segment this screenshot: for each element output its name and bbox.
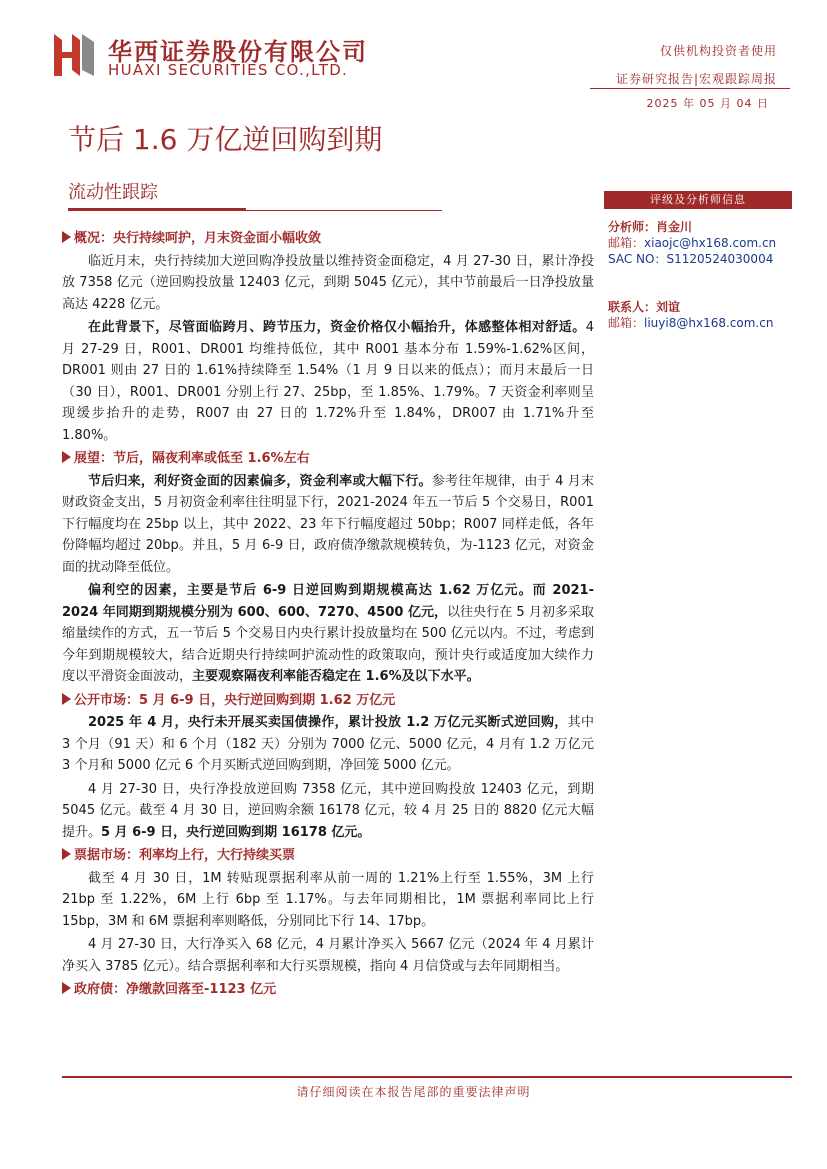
- triangle-bullet-icon: [62, 451, 71, 463]
- analyst-email-link[interactable]: xiaojc@hx168.com.cn: [644, 236, 777, 250]
- analyst-name: 肖金川: [656, 220, 693, 234]
- triangle-bullet-icon: [62, 982, 71, 994]
- analyst-row: [608, 218, 692, 235]
- triangle-bullet-icon: [62, 231, 71, 243]
- analyst-email-row: [608, 234, 776, 251]
- report-type: 证券研究报告|宏观跟踪周报: [615, 72, 777, 86]
- sac-number: S1120524030004: [666, 252, 774, 266]
- analyst-panel-header: 评级及分析师信息: [604, 191, 792, 209]
- section-heading-overview: 概况：央行持续呵护，月末资金面小幅收敛: [62, 228, 594, 250]
- contact-email-row: [608, 314, 773, 331]
- company-name-en: HUAXI SECURITIES CO.,LTD.: [108, 61, 349, 79]
- page-title: 节后 1.6 万亿逆回购到期: [68, 123, 383, 156]
- section-heading-bill-market: 票据市场：利率均上行，大行持续买票: [62, 845, 594, 867]
- report-body: [62, 226, 594, 1002]
- company-name-cn: 华西证券股份有限公司: [108, 37, 368, 66]
- paragraph: 4 月 27-30 日，央行净投放逆回购 7358 亿元，其中逆回购投放 12403 亿元，到期 5045 亿元。截至 4 月 30 日，逆回购余额 16178 亿元，较 4 月 25 日的 8820 亿元大幅提升。5 月 6-9 日，央行逆回购到期 16178 亿元。: [62, 781, 594, 840]
- header-divider: [590, 88, 790, 89]
- contact-label: 联系人：: [608, 300, 657, 314]
- paragraph: 4 月 27-30 日，大行净买入 68 亿元，4 月累计净买入 5667 亿元（2024 年 4 月累计净买入 3785 亿元）。结合票据利率和大行买票规模，指向 4 月信贷或与去年同期相当。: [62, 937, 594, 974]
- footer-divider: [62, 1076, 792, 1078]
- section-heading-open-market: 公开市场：5 月 6-9 日，央行逆回购到期 1.62 万亿元: [62, 690, 594, 712]
- company-logo-icon: [52, 30, 96, 78]
- sac-label: SAC NO：: [608, 252, 667, 266]
- section-heading-gov-bonds: 政府债：净缴款回落至-1123 亿元: [62, 979, 594, 1001]
- paragraph: 节后归来，利好资金面的因素偏多，资金利率或大幅下行。参考往年规律，由于 4 月末财政资金支出，5 月初资金利率往往明显下行，2021-2024 年五一节后 5 个交易日，R001 下行幅度均在 25bp 以上，其中 2022、23 年下行幅度超过 50bp；R007 同样走低，各年份降幅均超过 20bp。并且，5 月 6-9 日，政府债净缴款规模转负，为-1123 亿元，对资金面的扰动降至低位。: [62, 473, 594, 575]
- contact-email-link[interactable]: liuyi8@hx168.com.cn: [644, 316, 774, 330]
- paragraph: 截至 4 月 30 日，1M 转贴现票据利率从前一周的 1.21%上行至 1.55%，3M 上行 21bp 至 1.22%，6M 上行 6bp 至 1.17%。与去年同期相比，1M 票据利率同比上行 15bp，3M 和 6M 票据利率则略低，分别同比下行 14、17bp。: [62, 870, 594, 929]
- section-underline-thin: [246, 210, 442, 211]
- triangle-bullet-icon: [62, 848, 71, 860]
- section-underline: [68, 208, 246, 211]
- audience-note: 仅供机构投资者使用: [659, 44, 777, 58]
- paragraph: 在此背景下，尽管面临跨月、跨节压力，资金价格仅小幅抬升，体感整体相对舒适。4 月 27-29 日，R001、DR001 均维持低位，其中 R001 基本分布 1.59%-1.62%区间，DR001 则由 27 日的 1.61%持续降至 1.54%（1 月 9 日以来的低点）；而月末最后一日（30 日），R001、DR001 分别上行 27、25bp，至 1.85%、1.79%。7 天资金利率则呈现缓步抬升的走势，R007 由 27 日的 1.72%升至 1.84%，DR007 由 1.71%升至 1.80%。: [62, 320, 594, 443]
- section-heading-outlook: 展望：节后，隔夜利率或低至 1.6%左右: [62, 448, 594, 470]
- contact-email-label: 邮箱：: [608, 316, 645, 330]
- analyst-label: 分析师：: [608, 220, 657, 234]
- contact-row: [608, 298, 680, 315]
- report-date: 2025 年 05 月 04 日: [646, 97, 769, 110]
- paragraph: 临近月末，央行持续加大逆回购净投放量以维持资金面稳定，4 月 27-30 日，累计净投放 7358 亿元（逆回购投放量 12403 亿元，到期 5045 亿元），其中节前最后一日净投放量高达 4228 亿元。: [62, 253, 594, 312]
- section-title: 流动性跟踪: [68, 182, 158, 203]
- sac-row: [608, 250, 773, 267]
- paragraph: 偏利空的因素，主要是节后 6-9 日逆回购到期规模高达 1.62 万亿元。而 2021-2024 年同期到期规模分别为 600、600、7270、4500 亿元，以往央行在 5 月初多采取缩量续作的方式，五一节后 5 个交易日内央行累计投放量均在 500 亿元以内。不过，考虑到今年到期规模较大，结合近期央行持续呵护流动性的政策取向，预计央行或适度加大续作力度以平滑资金面波动，主要观察隔夜利率能否稳定在 1.6%及以下水平。: [62, 583, 594, 684]
- triangle-bullet-icon: [62, 693, 71, 705]
- paragraph: 2025 年 4 月，央行未开展买卖国债操作，累计投放 1.2 万亿元买断式逆回购，其中 3 个月（91 天）和 6 个月（182 天）分别为 7000 亿元、5000 亿元，4 月有 1.2 万亿元 3 个月和 5000 亿元 6 个月买断式逆回购到期，净回笼 5000 亿元。: [62, 715, 594, 773]
- legal-notice-footer: 请仔细阅读在本报告尾部的重要法律声明: [296, 1085, 531, 1099]
- analyst-email-label: 邮箱：: [608, 236, 645, 250]
- contact-name: 刘谊: [656, 300, 681, 314]
